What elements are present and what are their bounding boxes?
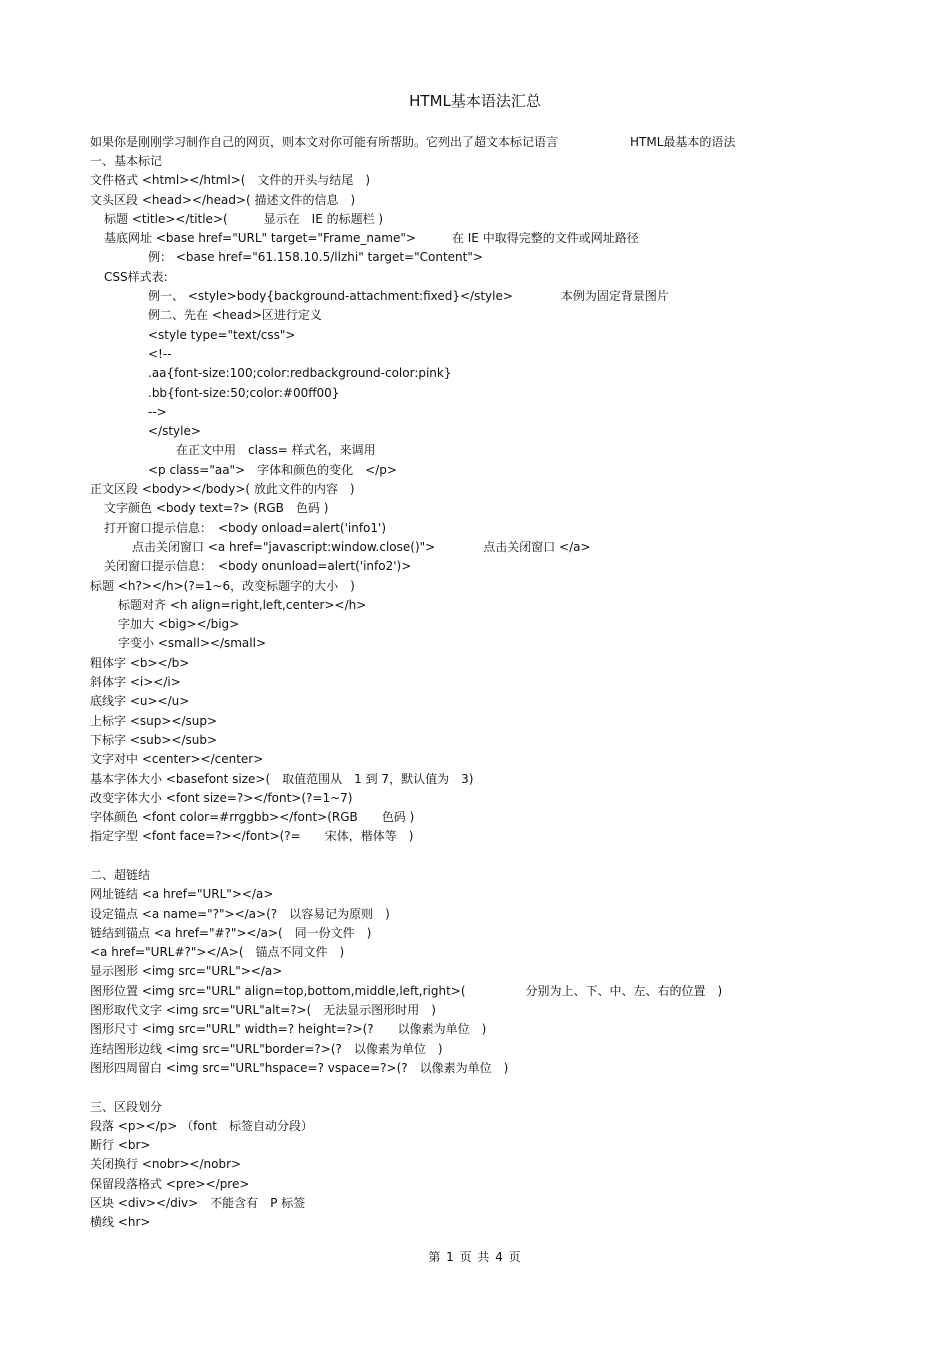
line-center-tag: 文字对中 <center></center> <box>90 752 264 767</box>
line-div: 区块 <div></div> 不能含有 P 标签 <box>90 1196 306 1211</box>
line-link-url: 网址链结 <a href="URL"></a> <box>90 887 274 902</box>
line-paragraph: 段落 <p></p> （font 标签自动分段） <box>90 1118 314 1133</box>
line-css-bb: .bb{font-size:50;color:#00ff00} <box>148 385 340 400</box>
line-style-open: <style type="text/css"> <box>148 327 296 342</box>
line-css-example-1: 例一、 <style>body{background-attachment:fixed}</style> 本例为固定背景图片 <box>148 289 669 304</box>
section-heading-links: 二、超链结 <box>90 867 151 882</box>
line-anchor-name: 设定锚点 <a name="?"></a>(? 以容易记为原则 ) <box>90 906 390 921</box>
document-body <box>90 152 870 1233</box>
line-underline-tag: 底线字 <u></u> <box>90 694 190 709</box>
line-head-section: 文头区段 <head></head>( 描述文件的信息 ) <box>90 192 356 207</box>
page-footer: 第 1 页 共 4 页 <box>428 1250 522 1264</box>
line-text-color: 文字颜色 <body text=?> (RGB 色码 ) <box>104 501 329 516</box>
line-anchor-other-file: <a href="URL#?"></A>( 锚点不同文件 ) <box>90 945 345 960</box>
line-pre: 保留段落格式 <pre></pre> <box>90 1176 250 1191</box>
line-img-size: 图形尺寸 <img src="URL" width=? height=?>(? 以像素为单位 ) <box>90 1022 487 1037</box>
line-big-tag: 字加大 <big></big> <box>118 617 240 632</box>
intro-paragraph: 如果你是刚刚学习制作自己的网页，则本文对你可能有所帮助。它列出了超文本标记语言 HTML最基本的语法 <box>90 135 736 149</box>
line-small-tag: 字变小 <small></small> <box>118 636 267 651</box>
line-sup-tag: 上标字 <sup></sup> <box>90 713 218 728</box>
line-close-window: 点击关闭窗口 <a href="javascript:window.close()"> 点击关闭窗口 </a> <box>132 539 591 554</box>
line-nobr: 关闭换行 <nobr></nobr> <box>90 1157 242 1172</box>
line-img-border: 连结图形边线 <img src="URL"border=?>(? 以像素为单位 ) <box>90 1041 443 1056</box>
line-heading-align: 标题对齐 <h align=right,left,center></h> <box>118 597 367 612</box>
line-img-align: 图形位置 <img src="URL" align=top,bottom,middle,left,right>( 分别为上、下、中、左、右的位置 ) <box>90 983 723 998</box>
line-comment-close: --> <box>148 404 167 419</box>
spacer <box>90 1078 870 1097</box>
line-file-format: 文件格式 <html></html>( 文件的开头与结尾 ) <box>90 173 371 188</box>
line-br: 断行 <br> <box>90 1138 151 1153</box>
line-class-usage: 在正文中用 class= 样式名，来调用 <box>176 443 376 458</box>
line-base-example: 例： <base href="61.158.10.5/llzhi" target="Content"> <box>148 250 483 265</box>
line-css-aa: .aa{font-size:100;color:redbackground-color:pink} <box>148 366 452 381</box>
line-onload-alert: 打开窗口提示信息： <body onload=alert('info1') <box>104 520 387 535</box>
line-style-close: </style> <box>148 424 201 439</box>
line-css-heading: CSS样式表: <box>104 269 168 284</box>
document-title: HTML基本语法汇总 <box>409 92 541 110</box>
spacer <box>90 847 870 866</box>
line-italic-tag: 斜体字 <i></i> <box>90 675 181 690</box>
section-heading-blocks: 三、区段划分 <box>90 1099 163 1114</box>
line-heading-tag: 标题 <h?></h>(?=1~6，改变标题字的大小 ) <box>90 578 355 593</box>
line-hr: 横线 <hr> <box>90 1215 151 1230</box>
line-bold-tag: 粗体字 <b></b> <box>90 655 190 670</box>
line-basefont: 基本字体大小 <basefont size>( 取值范围从 1 到 7，默认值为 3) <box>90 771 474 786</box>
line-base-url: 基底网址 <base href="URL" target="Frame_name"> 在 IE 中取得完整的文件或网址路径 <box>104 231 639 246</box>
line-class-example: <p class="aa"> 字体和颜色的变化 </p> <box>148 462 397 477</box>
line-sub-tag: 下标字 <sub></sub> <box>90 732 218 747</box>
line-anchor-link: 链结到锚点 <a href="#?"></a>( 同一份文件 ) <box>90 925 372 940</box>
line-img-space: 图形四周留白 <img src="URL"hspace=? vspace=?>(? 以像素为单位 ) <box>90 1060 509 1075</box>
line-body-section: 正文区段 <body></body>( 放此文件的内容 ) <box>90 482 355 497</box>
line-comment-open: <!-- <box>148 346 172 361</box>
line-img-alt: 图形取代文字 <img src="URL"alt=?>( 无法显示图形时用 ) <box>90 1003 436 1018</box>
line-css-example-2: 例二、先在 <head>区进行定义 <box>148 308 322 323</box>
line-onunload-alert: 关闭窗口提示信息： <body onunload=alert('info2')> <box>104 559 412 574</box>
line-font-color: 字体颜色 <font color=#rrggbb></font>(RGB 色码 ) <box>90 810 415 825</box>
line-font-size: 改变字体大小 <font size=?></font>(?=1~7) <box>90 790 353 805</box>
line-title-tag: 标题 <title></title>( 显示在 IE 的标题栏 ) <box>104 211 384 226</box>
line-font-face: 指定字型 <font face=?></font>(?= 宋体，楷体等 ) <box>90 829 414 844</box>
section-heading-basic: 一、基本标记 <box>90 154 163 168</box>
line-img-src: 显示图形 <img src="URL"></a> <box>90 964 283 979</box>
